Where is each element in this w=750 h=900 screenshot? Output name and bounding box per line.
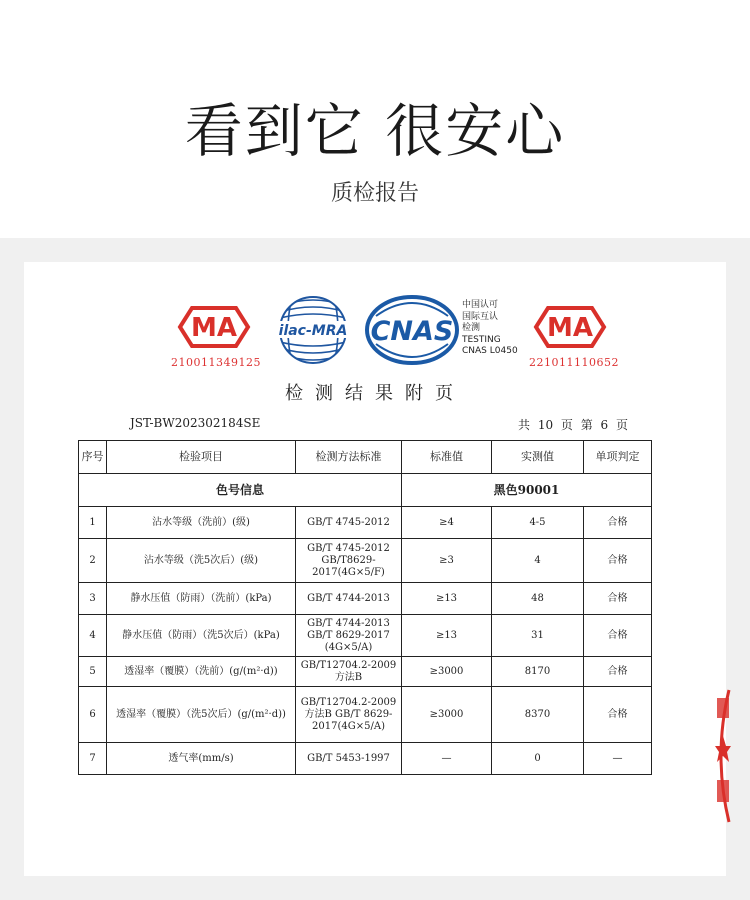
row-item: 透气率(mm/s) <box>107 743 296 775</box>
table-row <box>79 583 652 615</box>
table-row <box>79 615 652 657</box>
row-standard: ≥13 <box>402 615 492 657</box>
row-standard: ≥3 <box>402 539 492 583</box>
row-judgement: 合格 <box>584 615 652 657</box>
row-judgement: 合格 <box>584 657 652 687</box>
table-row <box>79 539 652 583</box>
row-item: 静水压值（防雨）（洗5次后）(kPa) <box>107 615 296 657</box>
table-row <box>79 657 652 687</box>
svg-text:CNAS: CNAS <box>370 316 454 347</box>
row-measured: 0 <box>492 743 584 775</box>
header-cell: 实测值 <box>492 441 584 474</box>
row-measured: 48 <box>492 583 584 615</box>
ma-logo-left <box>171 302 261 372</box>
svg-text:ilac-MRA: ilac-MRA <box>278 323 348 339</box>
results-table <box>78 440 652 775</box>
row-judgement: 合格 <box>584 507 652 539</box>
row-measured: 8170 <box>492 657 584 687</box>
hero-subtitle: 质检报告 <box>330 181 419 206</box>
row-standard: — <box>402 743 492 775</box>
table-row <box>79 507 652 539</box>
report-number: JST-BW202302184SE <box>130 416 261 430</box>
header-cell: 单项判定 <box>584 441 652 474</box>
row-judgement: 合格 <box>584 539 652 583</box>
table-header-row <box>79 441 652 474</box>
row-item: 沾水等级（洗前）(级) <box>107 507 296 539</box>
row-number: 6 <box>79 687 107 743</box>
color-group-row <box>79 474 652 507</box>
row-measured: 4 <box>492 539 584 583</box>
hero-section <box>0 0 750 238</box>
group-value: 黑色90001 <box>402 474 652 507</box>
row-method: GB/T 4744-2013 <box>296 583 402 615</box>
table-row <box>79 743 652 775</box>
row-item: 静水压值（防雨）（洗前）(kPa) <box>107 583 296 615</box>
appendix-title: 检测结果附页 <box>285 383 465 404</box>
row-item: 沾水等级（洗5次后）(级) <box>107 539 296 583</box>
row-standard: ≥3000 <box>402 657 492 687</box>
row-judgement: 合格 <box>584 687 652 743</box>
row-measured: 4-5 <box>492 507 584 539</box>
row-method: GB/T12704.2-2009 方法B GB/T 8629-2017(4G×5/A) <box>296 687 402 743</box>
red-seal-stamp <box>711 688 731 824</box>
row-measured: 31 <box>492 615 584 657</box>
row-method: GB/T12704.2-2009 方法B <box>296 657 402 687</box>
report-page <box>24 262 726 876</box>
row-standard: ≥4 <box>402 507 492 539</box>
cnas-emblem-icon <box>364 294 460 366</box>
row-method: GB/T 4745-2012 <box>296 507 402 539</box>
table-row <box>79 687 652 743</box>
cnas-side-text: 中国认可 国际互认 检测 TESTING CNAS L0450 <box>462 300 518 356</box>
header-cell: 序号 <box>79 441 107 474</box>
row-judgement: — <box>584 743 652 775</box>
row-number: 5 <box>79 657 107 687</box>
ma-right-number: 221011110652 <box>529 356 619 369</box>
cnas-logo <box>364 294 460 366</box>
header-cell: 检测方法标准 <box>296 441 402 474</box>
row-number: 3 <box>79 583 107 615</box>
ma-seal-icon <box>174 302 254 352</box>
row-standard: ≥13 <box>402 583 492 615</box>
svg-text:MA: MA <box>191 313 237 343</box>
row-judgement: 合格 <box>584 583 652 615</box>
header-cell: 标准值 <box>402 441 492 474</box>
ma-logo-right <box>529 302 619 372</box>
row-method: GB/T 4745-2012 GB/T8629-2017(4G×5/F) <box>296 539 402 583</box>
svg-text:MA: MA <box>547 313 593 343</box>
row-number: 4 <box>79 615 107 657</box>
row-method: GB/T 5453-1997 <box>296 743 402 775</box>
row-number: 2 <box>79 539 107 583</box>
row-measured: 8370 <box>492 687 584 743</box>
group-label: 色号信息 <box>79 474 402 507</box>
ilac-globe-icon <box>272 294 354 366</box>
header-cell: 检验项目 <box>107 441 296 474</box>
row-method: GB/T 4744-2013 GB/T 8629-2017 (4G×5/A) <box>296 615 402 657</box>
row-item: 透湿率（覆膜）（洗5次后）(g/(m²·d)) <box>107 687 296 743</box>
row-number: 7 <box>79 743 107 775</box>
page-info: 共 10 页 第 6 页 <box>518 418 628 432</box>
hero-title: 看到它 很安心 <box>184 97 566 165</box>
ilac-mra-logo <box>272 294 354 366</box>
seal-fragment-icon <box>711 688 731 824</box>
ma-seal-icon <box>530 302 610 352</box>
ma-left-number: 210011349125 <box>171 356 261 369</box>
row-number: 1 <box>79 507 107 539</box>
row-standard: ≥3000 <box>402 687 492 743</box>
row-item: 透湿率（覆膜）（洗前）(g/(m²·d)) <box>107 657 296 687</box>
